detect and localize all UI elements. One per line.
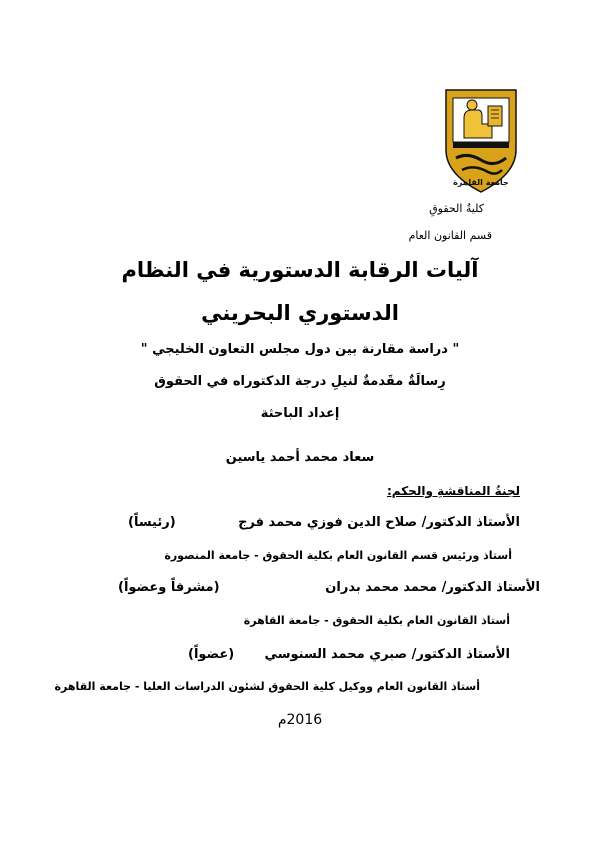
thesis-subtitle: " دراسة مقارنة بين دول مجلس التعاون الخليجي " bbox=[140, 342, 460, 357]
author-name: سعاد محمد أحمد ياسين bbox=[225, 450, 375, 465]
committee-member-role: (رئيساً) bbox=[128, 515, 176, 530]
cairo-university-logo-icon bbox=[444, 88, 518, 194]
prepared-by-label: إعداد الباحثة bbox=[260, 406, 340, 421]
logo-text: جامعة القاهرة bbox=[453, 178, 509, 187]
committee-member-name: الأستاذ الدكتور/ محمد محمد بدران bbox=[325, 580, 540, 595]
degree-statement: رِسالَةٌ مقَدمةٌ لنيلِ درجة الدكتوراه في الحقوق bbox=[154, 374, 446, 389]
thesis-title-line-2: الدستوري البحريني bbox=[201, 301, 399, 325]
committee-member-affiliation: أستاذ القانون العام بكلية الحقوق - جامعة القاهرة bbox=[243, 614, 510, 627]
committee-member-affiliation: أستاذ ورئيس قسم القانون العام بكلية الحقوق - جامعة المنصورة bbox=[164, 549, 512, 562]
committee-member-name: الأستاذ الدكتور/ صبري محمد السنوسي bbox=[264, 647, 510, 662]
thesis-title-line-1: آليات الرقابة الدستورية في النظام bbox=[121, 258, 479, 282]
committee-heading: لجنةُ المناقشةِ والحكم: bbox=[386, 484, 520, 498]
committee-member-role: (مشرفاً وعضواً) bbox=[118, 580, 220, 595]
faculty-name: كليةُ الحقوقِ bbox=[429, 202, 484, 215]
department-name: قسم القانون العام bbox=[408, 229, 492, 242]
committee-member-name: الأستاذ الدكتور/ صلاح الدين فوزي محمد فرج bbox=[238, 515, 520, 530]
committee-member-affiliation: أستاذ القانون العام ووكيل كلية الحقوق لشئون الدراسات العليا - جامعة القاهرة bbox=[54, 680, 480, 693]
committee-member-role: (عضواً) bbox=[188, 647, 235, 662]
year: 2016م bbox=[277, 712, 323, 728]
